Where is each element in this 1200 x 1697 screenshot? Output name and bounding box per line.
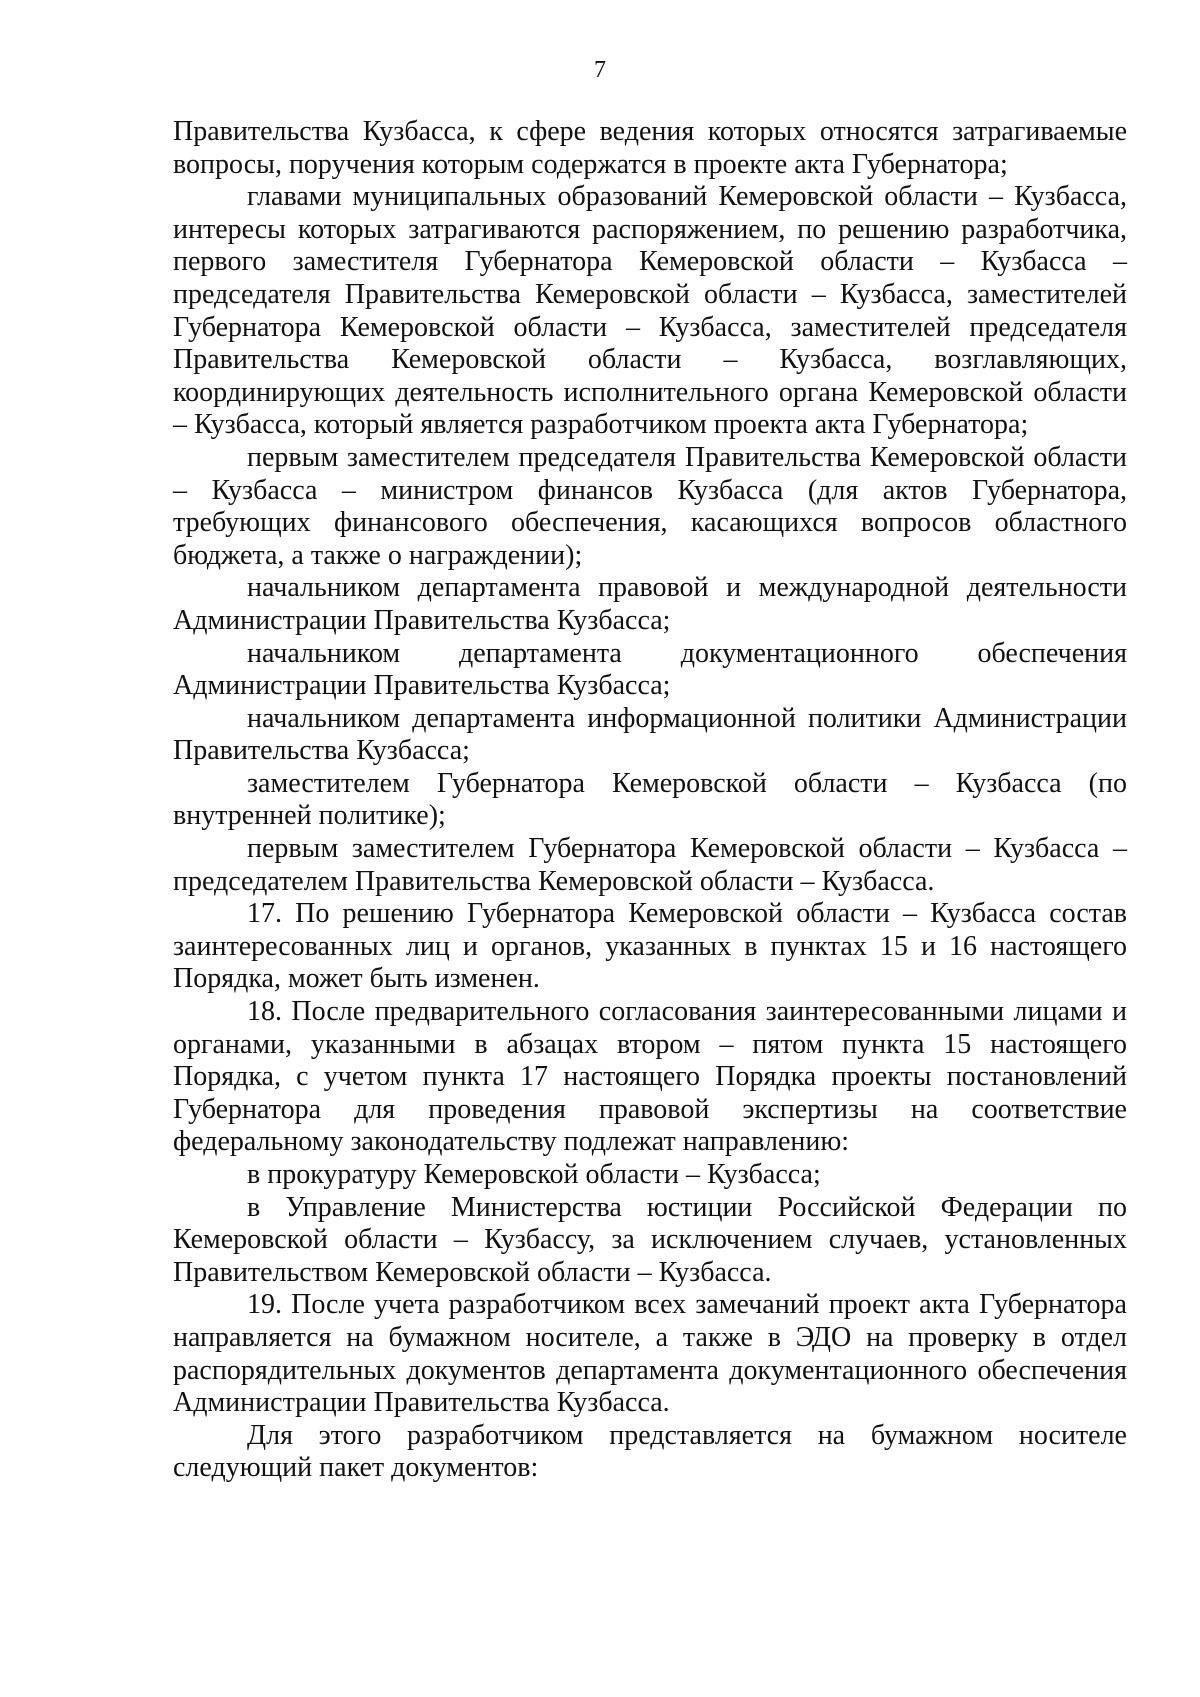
- page-number: 7: [594, 57, 606, 83]
- paragraph-deputy-governor: заместителем Губернатора Кемеровской области – Кузбасса (по внутренней политике);: [173, 767, 1127, 832]
- paragraph-ministry-of-justice: в Управление Министерства юстиции Российской Федерации по Кемеровской области – Кузбассу, за исключением случаев, установленных Правительством Кемеровской области – Кузбасса.: [173, 1191, 1127, 1288]
- paragraph-first-deputy-governor: первым заместителем Губернатора Кемеровской области – Кузбасса – председателем Правительства Кемеровской области – Кузбасса.: [173, 833, 1127, 897]
- paragraph-prosecutor: в прокуратуру Кемеровской области – Кузбасса;: [247, 1159, 821, 1190]
- paragraph-documentation-department: начальником департамента документационного обеспечения Администрации Правительства Кузбасса;: [173, 637, 1127, 702]
- paragraph-finance-minister: первым заместителем председателя Правительства Кемеровской области – Кузбасса – министром финансов Кузбасса (для актов Губернатора, требующих финансового обеспечения, касающихся вопросов областного бюджета, а также о награждении);: [173, 441, 1127, 571]
- document-body: [173, 116, 1127, 1485]
- paragraph-item-19: 19. После учета разработчиком всех замечаний проект акта Губернатора направляется на бумажном носителе, а также в ЭДО на проверку в отдел распорядительных документов департамента документационного обеспечения Администрации Правительства Кузбасса.: [173, 1289, 1127, 1419]
- paragraph-document-package: Для этого разработчиком представляется на бумажном носителе следующий пакет документов:: [173, 1419, 1127, 1484]
- paragraph-item-17: 17. По решению Губернатора Кемеровской области – Кузбасса состав заинтересованных лиц и органов, указанных в пунктах 15 и 16 настоящего Порядка, может быть изменен.: [173, 898, 1127, 995]
- paragraph-legal-department: начальником департамента правовой и международной деятельности Администрации Правительства Кузбасса;: [173, 572, 1127, 636]
- paragraph-item-18: 18. После предварительного согласования заинтересованными лицами и органами, указанными в абзацах втором – пятом пункта 15 настоящего Порядка, с учетом пункта 17 настоящего Порядка проекты постановлений Губернатора для проведения правовой экспертизы на соответствие федеральному законодательству подлежат направлению:: [173, 996, 1127, 1158]
- paragraph-municipal-heads: главами муниципальных образований Кемеровской области – Кузбасса, интересы которых затрагиваются распоряжением, по решению разработчика, первого заместителя Губернатора Кемеровской области – Кузбасса – председателя Правительства Кемеровской области – Кузбасса, заместителей Губернатора Кемеровской области – Кузбасса, заместителей председателя Правительства Кемеровской области – Кузбасса, возглавляющих, координирующих деятельность исполнительного органа Кемеровской области – Кузбасса, который является разработчиком проекта акта Губернатора;: [173, 181, 1127, 441]
- paragraph-information-department: начальником департамента информационной политики Администрации Правительства Кузбасса;: [173, 702, 1127, 767]
- paragraph-continuation: Правительства Кузбасса, к сфере ведения которых относятся затрагиваемые вопросы, поручения которым содержатся в проекте акта Губернатора;: [173, 116, 1127, 180]
